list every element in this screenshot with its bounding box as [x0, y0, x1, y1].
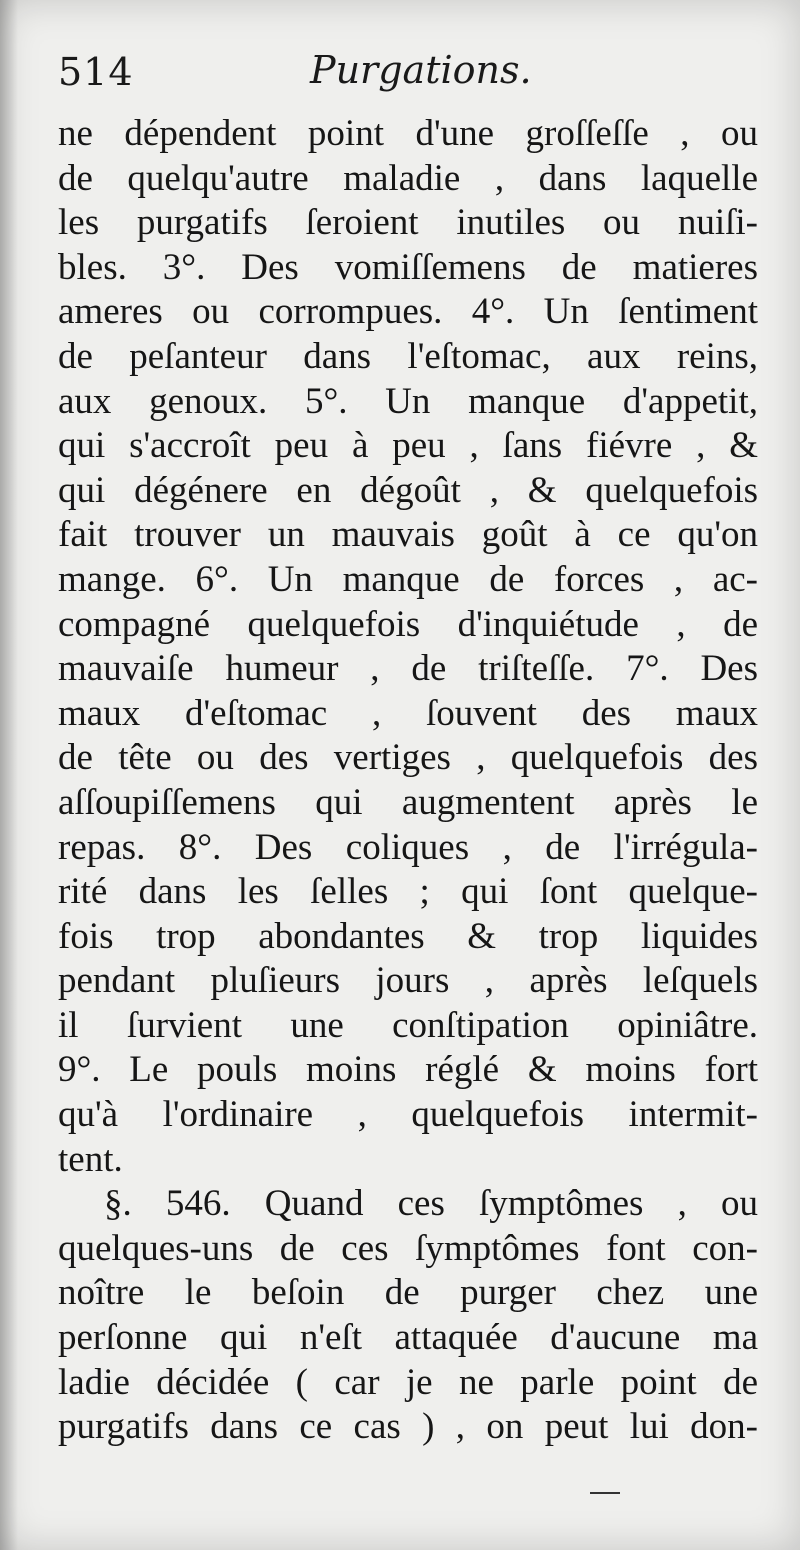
text-line: rité dans les ſelles ; qui ſont quelque- — [58, 871, 758, 913]
page-header — [58, 48, 758, 108]
text-line: bles. 3°. Des vomiſſemens de matieres — [58, 246, 758, 288]
text-line: qu'à l'ordinaire , quelquefois intermit- — [58, 1094, 758, 1136]
text-line: qui dégénere en dégoût , & quelquefois — [58, 469, 758, 511]
body-text — [58, 112, 758, 1450]
text-line-paragraph-start: §. 546. Quand ces ſymptômes , ou — [104, 1183, 758, 1225]
text-line: il ſurvient une conſtipation opiniâtre. — [58, 1004, 758, 1046]
text-line: de tête ou des vertiges , quelquefois des — [58, 737, 758, 779]
text-line: de peſanteur dans l'eſtomac, aux reins, — [58, 335, 758, 377]
text-line: ne dépendent point d'une groſſeſſe , ou — [58, 113, 758, 154]
text-line: 9°. Le pouls moins réglé & moins fort — [58, 1049, 758, 1091]
text-line: quelques-uns de ces ſymptômes font con- — [58, 1227, 758, 1269]
text-line-paragraph-end: tent. — [58, 1138, 123, 1180]
text-line: fait trouver un mauvais goût à ce qu'on — [58, 514, 758, 556]
text-line: qui s'accroît peu à peu , ſans fiévre , & — [58, 425, 758, 467]
text-line: de quelqu'autre maladie , dans laquelle — [58, 157, 758, 199]
footer-dash-mark — [590, 1492, 620, 1494]
text-line: mauvaiſe humeur , de triſteſſe. 7°. Des — [58, 648, 758, 690]
text-line: purgatifs dans ce cas ) , on peut lui don- — [58, 1406, 758, 1448]
page-number: 514 — [58, 50, 134, 94]
text-line: ladie décidée ( car je ne parle point de — [58, 1361, 758, 1403]
text-line: maux d'eſtomac , ſouvent des maux — [58, 692, 758, 734]
text-line: perſonne qui n'eſt attaquée d'aucune ma — [58, 1317, 758, 1359]
text-line: les purgatifs ſeroient inutiles ou nuiſi- — [58, 202, 758, 244]
text-line: aux genoux. 5°. Un manque d'appetit, — [58, 380, 758, 422]
text-line: fois trop abondantes & trop liquides — [58, 915, 758, 957]
text-line: mange. 6°. Un manque de forces , ac- — [58, 558, 758, 600]
text-line: repas. 8°. Des coliques , de l'irrégula- — [58, 826, 758, 868]
text-line: compagné quelquefois d'inquiétude , de — [58, 603, 758, 645]
text-line: ameres ou corrompues. 4°. Un ſentiment — [58, 291, 758, 333]
text-line: noître le beſoin de purger chez une — [58, 1272, 758, 1314]
text-line: aſſoupiſſemens qui augmentent après le — [58, 781, 758, 823]
running-title: Purgations. — [310, 48, 532, 92]
text-line: pendant pluſieurs jours , après leſquels — [58, 960, 758, 1002]
